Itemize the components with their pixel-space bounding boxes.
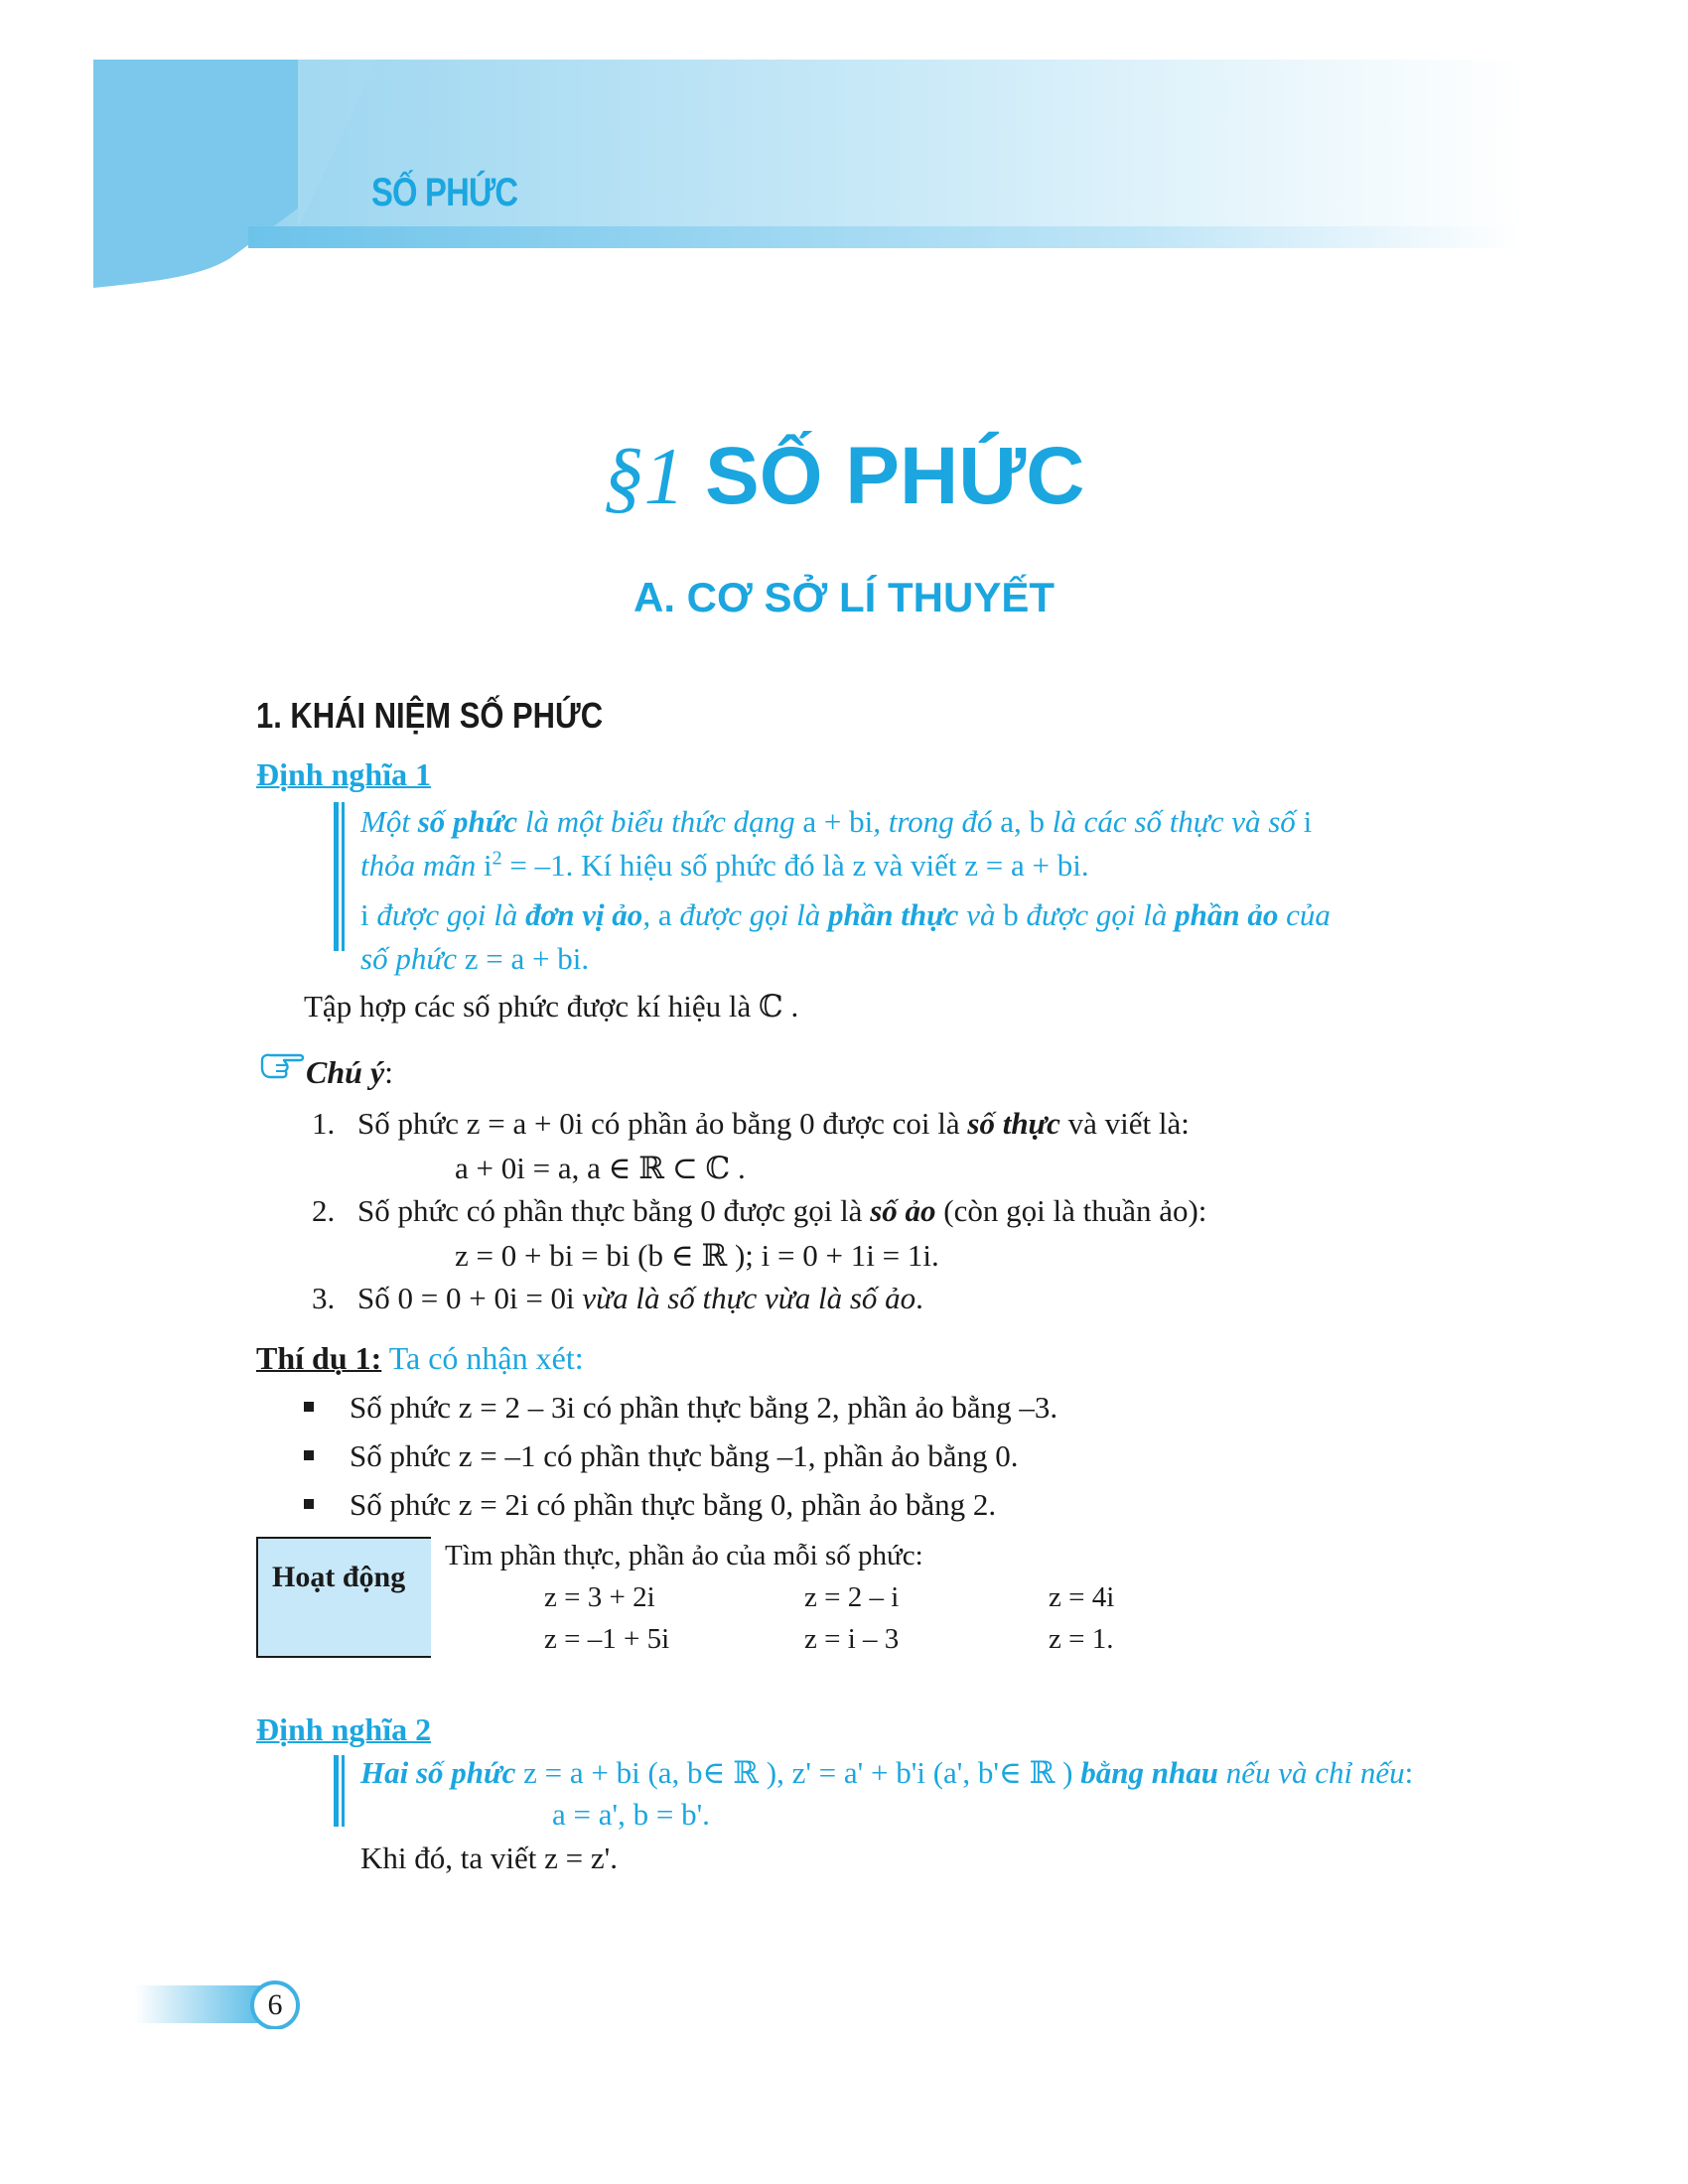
def1-term-real-part: phần thực	[828, 897, 959, 932]
definition-1-line-3	[360, 895, 1331, 935]
definition-1-line-2	[360, 846, 1089, 886]
def1-text: số phức	[360, 941, 465, 976]
def1-b: b	[1003, 897, 1019, 932]
chapter-title-text: SỐ PHỨC	[705, 431, 1085, 521]
note-text: Số 0 = 0 + 0i = 0i	[357, 1281, 583, 1315]
example-1-intro: Ta có nhận xét:	[381, 1340, 584, 1376]
activity-item: z = 4i	[1049, 1581, 1115, 1613]
definition-2-bar	[334, 1755, 339, 1827]
note-text: và viết là:	[1059, 1106, 1190, 1141]
note-heading	[306, 1052, 393, 1092]
pointing-hand-icon	[260, 1050, 306, 1080]
note-item-1-formula: a + 0i = a, a ∈ ℝ ⊂ ℂ .	[455, 1151, 746, 1185]
def1-text: của	[1278, 897, 1331, 932]
def2-text: nếu và chỉ nếu	[1217, 1755, 1405, 1790]
activity-item: z = i – 3	[804, 1623, 900, 1655]
activity-item: z = 1.	[1049, 1623, 1114, 1655]
activity-prompt: Tìm phần thực, phần ảo của mỗi số phức:	[445, 1540, 923, 1571]
def1-expression: a + bi	[802, 804, 874, 839]
example-1-heading	[256, 1338, 584, 1378]
def2-colon: :	[1404, 1755, 1414, 1790]
header-title: SỐ PHỨC	[371, 171, 518, 214]
note-item-1-number: 1.	[312, 1106, 336, 1141]
def1-i: i	[360, 897, 369, 932]
activity-item: z = 2 – i	[804, 1581, 900, 1613]
activity-box	[256, 1537, 431, 1658]
bullet-marker	[304, 1402, 314, 1412]
definition-1-line-1	[360, 802, 1312, 842]
subsection-title: 1. KHÁI NIỆM SỐ PHỨC	[256, 695, 604, 736]
section-title: A. CƠ SỞ LÍ THUYẾT	[633, 574, 1055, 620]
bullet-marker	[304, 1450, 314, 1460]
def2-expression: z = a + bi (a, b∈ ℝ ), z' = a' + b'i (a', b'∈ ℝ )	[515, 1755, 1081, 1790]
note-term-real-number: số thực	[967, 1106, 1060, 1141]
def1-text: được gọi là	[1018, 897, 1176, 932]
definition-2-conclusion: Khi đó, ta viết z = z'.	[360, 1841, 618, 1875]
definition-1-bar	[334, 802, 339, 951]
def2-term-equal: bằng nhau	[1080, 1755, 1218, 1790]
def1-text: Một	[360, 804, 418, 839]
def2-term-two-complex: Hai số phức	[360, 1755, 516, 1790]
activity-item: z = 3 + 2i	[544, 1581, 655, 1613]
definition-1-heading: Định nghĩa 1	[256, 756, 432, 792]
activity-label: Hoạt động	[272, 1561, 406, 1593]
complex-set-text: Tập hợp các số phức được kí hiệu là ℂ .	[304, 989, 799, 1024]
activity-item: z = –1 + 5i	[544, 1623, 670, 1655]
note-item-2-formula: z = 0 + bi = bi (b ∈ ℝ ); i = 0 + 1i = 1i.	[455, 1238, 939, 1273]
chapter-title	[0, 427, 1688, 526]
note-item-1	[357, 1104, 1190, 1144]
def1-superscript: 2	[492, 847, 502, 870]
chapter-symbol: §1	[603, 431, 685, 521]
example-1-bullet-3: Số phức z = 2i có phần thực bằng 0, phần ảo bằng 2.	[350, 1487, 997, 1522]
definition-1-line-4	[360, 939, 589, 979]
example-1-label: Thí dụ 1:	[256, 1340, 382, 1376]
def1-expression: z = a + bi.	[464, 941, 590, 976]
note-item-2	[357, 1191, 1206, 1231]
header-banner	[0, 0, 1688, 298]
note-item-3-number: 3.	[312, 1281, 336, 1315]
def1-text: là một biểu thức dạng	[517, 804, 803, 839]
note-text: .	[915, 1281, 923, 1315]
note-colon: :	[384, 1054, 394, 1090]
def1-term-imaginary-part: phần ảo	[1175, 897, 1279, 932]
note-label: Chú ý	[306, 1054, 385, 1090]
def1-text: được gọi là	[368, 897, 526, 932]
def1-a: a	[657, 897, 672, 932]
def1-text: là các số thực và số	[1045, 804, 1304, 839]
note-item-3	[357, 1279, 923, 1318]
bullet-marker	[304, 1499, 314, 1509]
def1-text: được gọi là	[671, 897, 829, 932]
example-1-bullet-2: Số phức z = –1 có phần thực bằng –1, phần ảo bằng 0.	[350, 1438, 1019, 1473]
page-number: 6	[267, 1988, 283, 2021]
def1-text: ,	[642, 897, 658, 932]
definition-2-bar-thin	[342, 1755, 345, 1827]
definition-2-heading: Định nghĩa 2	[256, 1711, 432, 1747]
def1-term-complex-number: số phức	[417, 804, 518, 839]
note-text: Số phức có phần thực bằng 0 được gọi là	[357, 1193, 871, 1228]
note-text: Số phức z = a + 0i có phần ảo bằng 0 được coi là	[357, 1106, 968, 1141]
definition-2-condition: a = a', b = b'.	[552, 1797, 710, 1832]
note-text: (còn gọi là thuần ảo):	[935, 1193, 1207, 1228]
def1-term-imaginary-unit: đơn vị ảo	[525, 897, 643, 932]
def1-text: = –1. Kí hiệu số phức đó là z và viết z = a + bi.	[501, 848, 1089, 883]
def1-i: i	[484, 848, 492, 883]
definition-2-line-1	[360, 1753, 1413, 1793]
def1-text: và	[958, 897, 1004, 932]
note-item-2-number: 2.	[312, 1193, 336, 1228]
note-text-italic: vừa là số thực vừa là số ảo	[582, 1281, 916, 1315]
def1-i: i	[1303, 804, 1313, 839]
def1-text: , trong đó	[873, 804, 1001, 839]
def1-vars: a, b	[1000, 804, 1045, 839]
def1-text: thỏa mãn	[360, 848, 484, 883]
definition-1-bar-thin	[342, 802, 345, 951]
note-term-imaginary-number: số ảo	[870, 1193, 936, 1228]
example-1-bullet-1: Số phức z = 2 – 3i có phần thực bằng 2, phần ảo bằng –3.	[350, 1390, 1058, 1425]
